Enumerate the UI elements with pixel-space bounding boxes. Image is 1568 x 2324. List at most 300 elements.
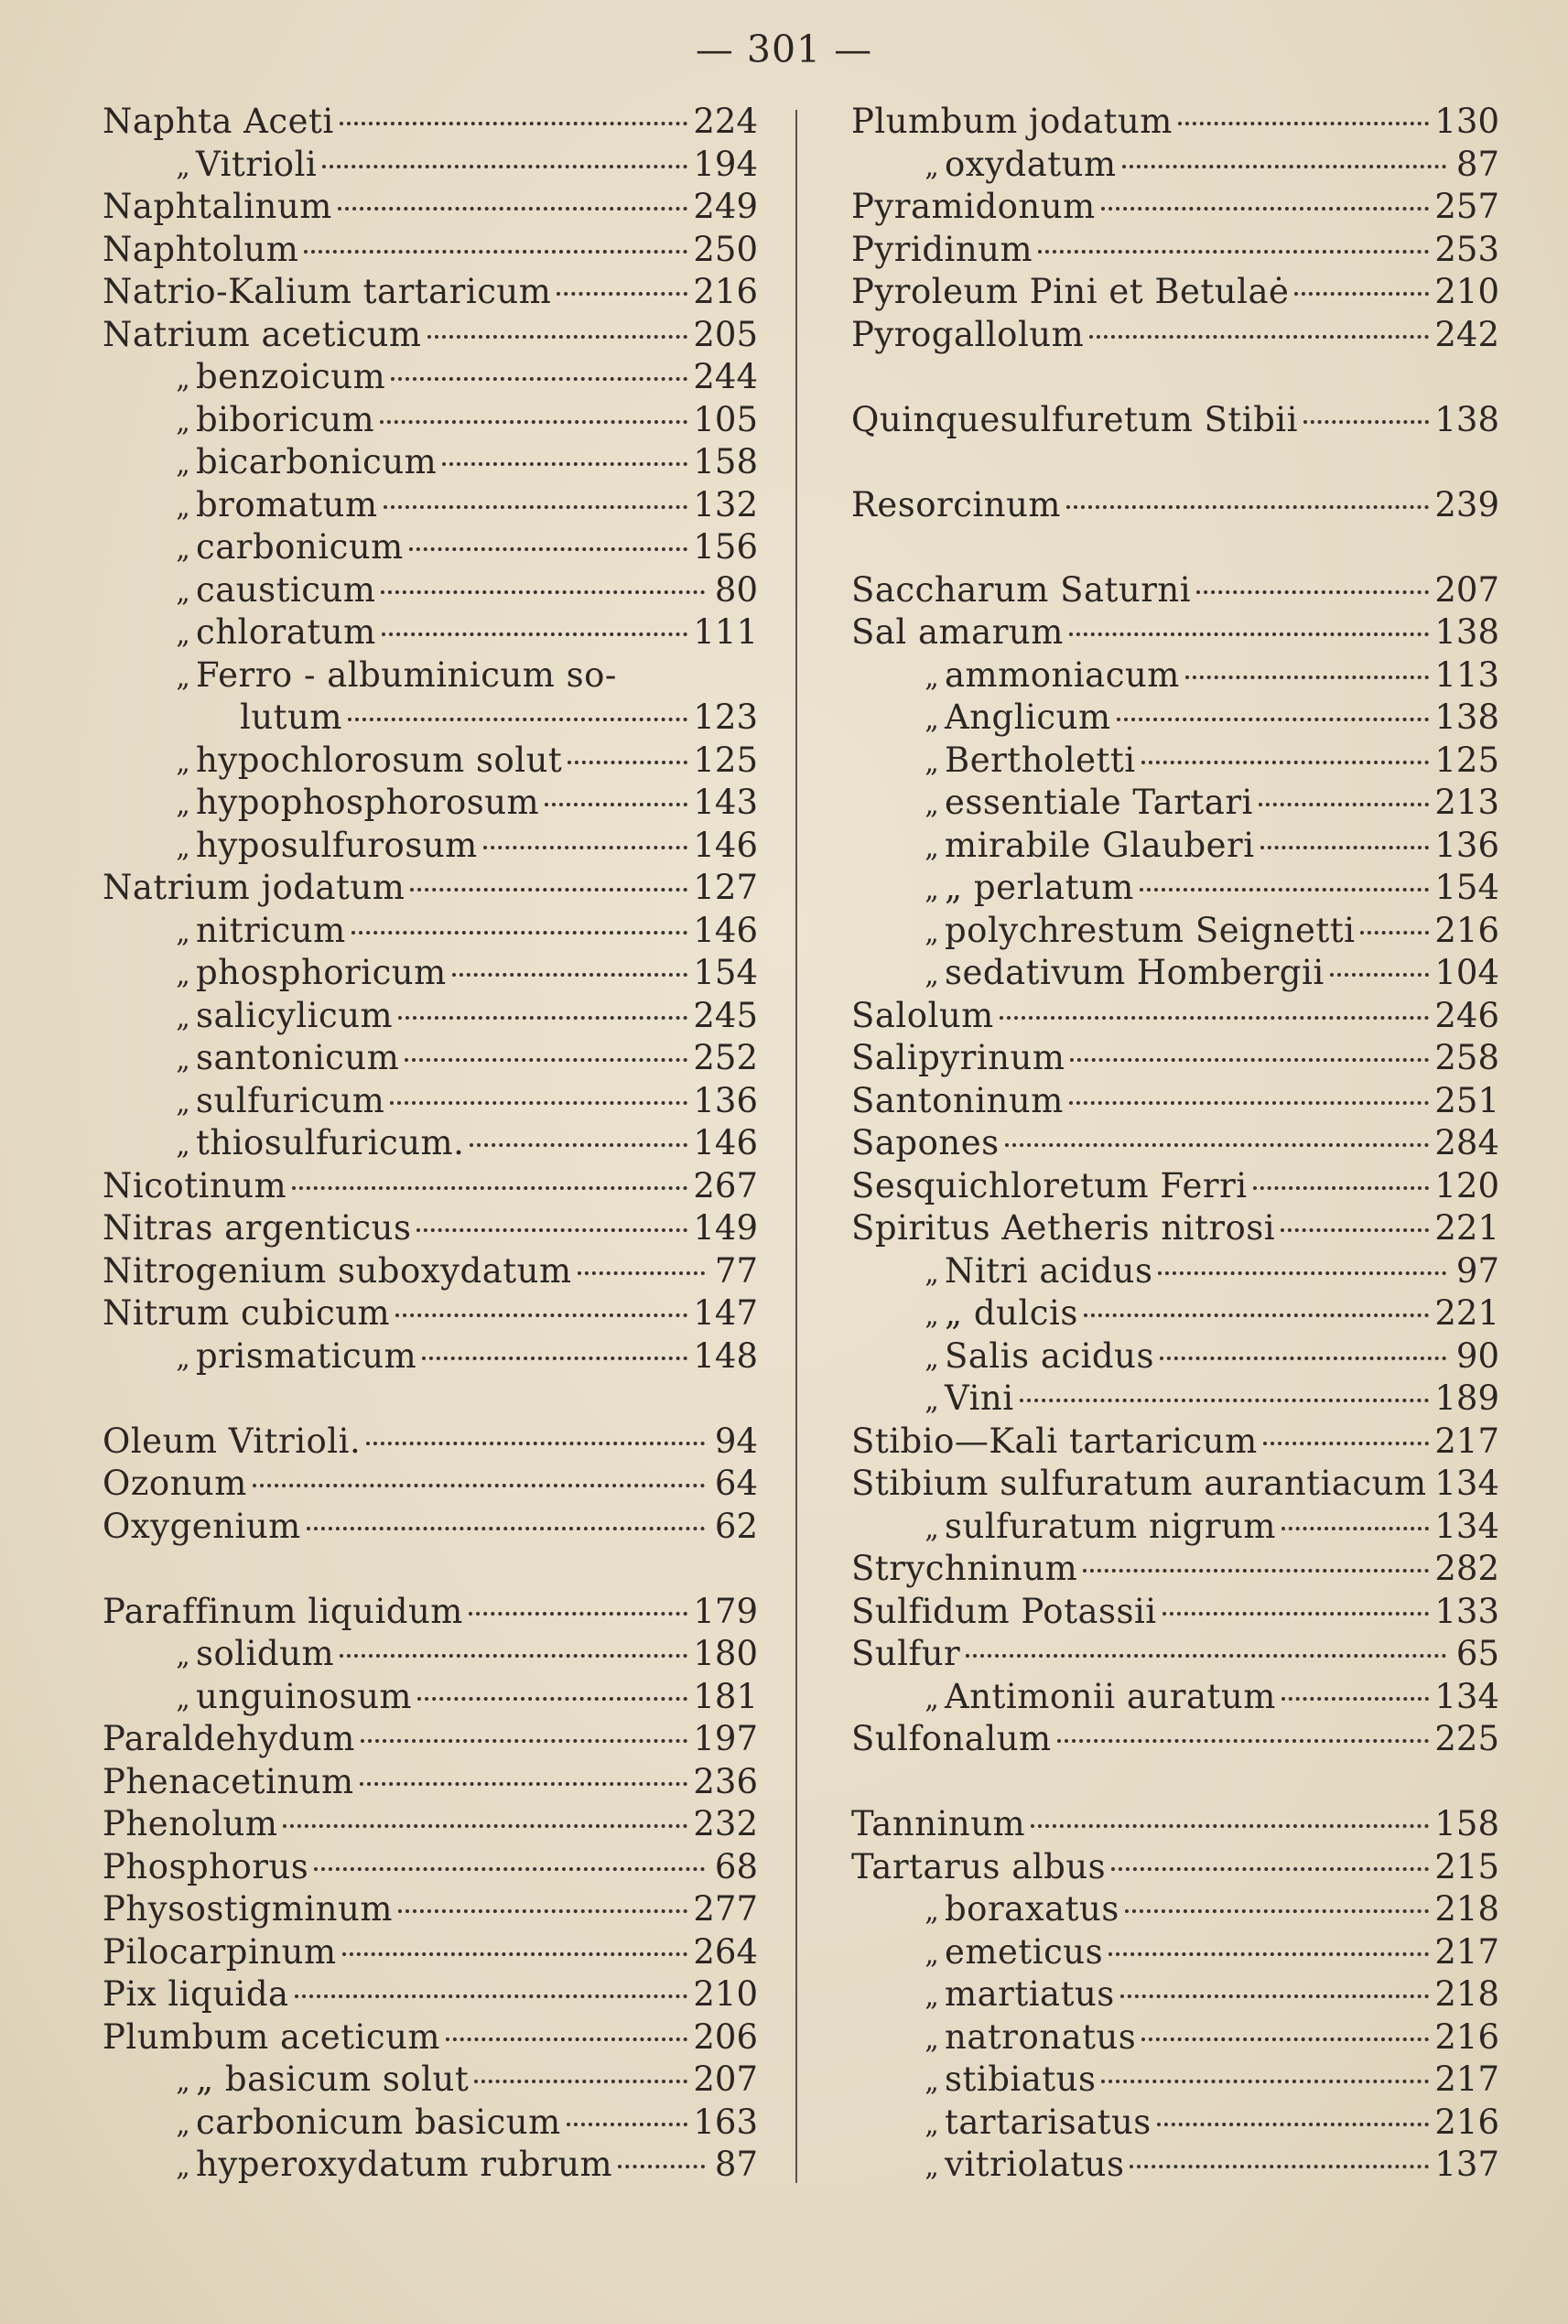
- index-entry: [851, 314, 1499, 357]
- page-reference: 148: [693, 1335, 758, 1376]
- entry-term: Nitri acidus: [945, 1250, 1153, 1291]
- dot-leader: [1162, 1611, 1430, 1616]
- dot-leader: [1108, 1951, 1429, 1956]
- ditto-mark: „: [925, 661, 939, 694]
- page-reference: 68: [714, 1846, 758, 1886]
- page-reference: 87: [1455, 144, 1499, 184]
- entry-term: Pilocarpinum: [103, 1931, 337, 1972]
- index-entry: [851, 484, 1499, 527]
- page-reference: 134: [1434, 1506, 1499, 1546]
- index-entry: [851, 867, 1499, 910]
- page-reference: 146: [693, 1123, 758, 1162]
- page-reference: 217: [1434, 1931, 1499, 1972]
- index-entry: [103, 740, 758, 783]
- dot-leader: [452, 972, 688, 977]
- entry-term: Tanninum: [851, 1804, 1026, 1843]
- dot-leader: [1066, 504, 1429, 509]
- dot-leader: [395, 1313, 687, 1317]
- entry-term: carbonicum basicum: [196, 2102, 561, 2142]
- entry-term: biboricum: [196, 399, 375, 439]
- dot-leader: [1101, 2079, 1429, 2083]
- index-entry: [851, 1165, 1499, 1208]
- entry-term: Pyridinum: [851, 229, 1033, 269]
- dot-leader: [1263, 1441, 1430, 1445]
- index-entry: [103, 1761, 758, 1804]
- dot-leader: [340, 1653, 687, 1658]
- entry-term: Salolum: [851, 995, 994, 1035]
- page-reference: 217: [1434, 2059, 1499, 2099]
- ditto-mark: „: [925, 1938, 939, 1971]
- entry-term: hypochlorosum solut: [196, 740, 563, 780]
- dot-leader: [1141, 2037, 1429, 2041]
- entry-term: carbonicum: [196, 527, 404, 567]
- page-reference: 125: [1434, 740, 1499, 780]
- dot-leader: [1158, 1270, 1446, 1275]
- dot-leader: [1031, 1823, 1429, 1828]
- index-entry: [103, 867, 758, 910]
- entry-term: Pyrogallolum: [851, 314, 1085, 354]
- ditto-mark: „: [925, 2066, 939, 2098]
- ditto-mark: „: [925, 2151, 939, 2183]
- index-entry: [851, 1931, 1499, 1974]
- index-entry: [103, 144, 758, 187]
- page-reference: 258: [1434, 1038, 1499, 1077]
- page-reference: 210: [693, 1974, 758, 2014]
- entry-term: sedativum Hombergii: [945, 953, 1325, 992]
- entry-term: Vitrioli: [196, 144, 318, 184]
- index-entry: [103, 441, 758, 484]
- dot-leader: [1120, 1994, 1430, 1998]
- dot-leader: [405, 1057, 687, 1062]
- page-reference: 146: [693, 910, 758, 950]
- dot-leader: [338, 206, 688, 211]
- entry-term: Sulfonalum: [851, 1719, 1052, 1758]
- entry-term: „ perlatum: [945, 868, 1134, 907]
- dot-leader: [1000, 1015, 1430, 1020]
- dot-leader: [391, 376, 687, 381]
- index-entry: [851, 697, 1499, 740]
- entry-term: Naphtalinum: [103, 187, 332, 226]
- dot-leader: [618, 2164, 705, 2168]
- entry-term: Paraldehydum: [103, 1719, 355, 1758]
- index-entry: [103, 1335, 758, 1378]
- entry-term: Physostigminum: [103, 1889, 393, 1929]
- page-reference: 218: [1434, 1974, 1499, 2014]
- ditto-mark: „: [925, 2023, 939, 2056]
- entry-term: Stibium sulfuratum aurantiacum: [851, 1464, 1427, 1503]
- index-entry: [851, 1080, 1499, 1123]
- index-entry: [851, 2144, 1499, 2187]
- dot-leader: [1117, 717, 1430, 721]
- dot-leader: [1294, 291, 1429, 296]
- page-reference: 284: [1434, 1123, 1499, 1162]
- page-reference: 87: [714, 2145, 758, 2184]
- entry-term: Phosphorus: [103, 1846, 309, 1886]
- index-entry: [103, 782, 758, 825]
- index-entry: [851, 995, 1499, 1038]
- ditto-mark: „: [925, 150, 939, 183]
- dot-leader: [1360, 930, 1429, 935]
- page-reference: 77: [714, 1250, 758, 1291]
- page-reference: 236: [693, 1761, 758, 1801]
- entry-term: bicarbonicum: [196, 442, 438, 481]
- entry-term: Natrio-Kalium tartaricum: [103, 272, 552, 311]
- dot-leader: [366, 1441, 705, 1445]
- page-reference: 245: [693, 995, 758, 1035]
- dot-leader: [348, 717, 687, 721]
- ditto-mark: „: [925, 2108, 939, 2141]
- page-reference: 62: [714, 1506, 758, 1546]
- dot-leader: [307, 1526, 705, 1530]
- index-entry: [103, 995, 758, 1038]
- index-entry: [103, 101, 758, 144]
- entry-term: thiosulfuricum.: [196, 1123, 465, 1162]
- ditto-mark: „: [176, 1342, 190, 1375]
- dot-leader: [1196, 589, 1429, 594]
- entry-term: Sal amarum: [851, 612, 1064, 652]
- page-reference: 244: [693, 357, 758, 396]
- entry-term: Antimonii auratum: [945, 1676, 1276, 1716]
- entry-term: unguinosum: [196, 1676, 413, 1716]
- index-entry: [103, 2016, 758, 2059]
- entry-term: Spiritus Aetheris nitrosi: [851, 1208, 1276, 1248]
- ditto-mark: „: [176, 1001, 190, 1034]
- page-reference: 134: [1434, 1464, 1499, 1503]
- index-entry: [103, 1846, 758, 1889]
- index-entry: [103, 1463, 758, 1506]
- page-reference: 111: [693, 612, 758, 652]
- ditto-mark: „: [176, 916, 190, 949]
- dot-leader: [1038, 249, 1429, 254]
- page-reference: 267: [693, 1165, 758, 1205]
- page-reference: 104: [1434, 953, 1499, 992]
- index-entry: [103, 1633, 758, 1676]
- ditto-mark: „: [176, 2108, 190, 2141]
- page-reference: 264: [693, 1931, 758, 1972]
- entry-term: Naphta Aceti: [103, 102, 334, 141]
- dot-leader: [360, 1781, 688, 1786]
- entry-term: tartarisatus: [945, 2102, 1152, 2142]
- index-entry: [103, 2059, 758, 2102]
- entry-term: nitricum: [196, 910, 346, 950]
- dot-leader: [283, 1823, 687, 1828]
- page-reference: 216: [1434, 2102, 1499, 2142]
- index-entry: [103, 271, 758, 314]
- entry-term: Salipyrinum: [851, 1038, 1065, 1077]
- page-reference: 194: [693, 144, 758, 184]
- dot-leader: [1005, 1142, 1430, 1147]
- entry-term: vitriolatus: [945, 2145, 1125, 2184]
- entry-term: natronatus: [945, 2016, 1137, 2057]
- index-entry: [851, 2016, 1499, 2059]
- dot-leader: [1185, 675, 1430, 679]
- dot-leader: [1057, 1738, 1430, 1743]
- dot-leader: [409, 546, 688, 551]
- entry-term: lutum: [240, 697, 342, 737]
- dot-leader: [1259, 802, 1430, 806]
- index-entry: [103, 186, 758, 229]
- ditto-mark: „: [176, 2151, 190, 2183]
- ditto-mark: „: [925, 1385, 939, 1417]
- index-entry: [851, 1676, 1499, 1719]
- page-reference: 180: [693, 1634, 758, 1673]
- index-entry: [851, 2102, 1499, 2145]
- index-entry: [851, 1207, 1499, 1250]
- entry-term: Vini: [945, 1378, 1014, 1418]
- dot-leader: [446, 2037, 687, 2041]
- index-entry: [103, 229, 758, 272]
- dot-leader: [1069, 1100, 1430, 1105]
- index-entry: [103, 399, 758, 442]
- entry-term: salicylicum: [196, 995, 394, 1035]
- index-entry: [851, 1463, 1499, 1506]
- page-reference: 246: [1434, 995, 1499, 1035]
- dot-leader: [1178, 121, 1430, 125]
- index-entry: [103, 952, 758, 995]
- entry-term: „ basicum solut: [196, 2059, 470, 2099]
- ditto-mark: „: [925, 1896, 939, 1928]
- entry-term: Stibio—Kali tartaricum: [851, 1421, 1258, 1461]
- ditto-mark: „: [925, 831, 939, 864]
- ditto-mark: „: [176, 1086, 190, 1119]
- ditto-mark: „: [925, 1981, 939, 2013]
- ditto-mark: „: [925, 1300, 939, 1332]
- index-entry: [851, 1421, 1499, 1464]
- index-entry: [103, 1888, 758, 1931]
- page-reference: 239: [1434, 484, 1499, 524]
- ditto-mark: „: [176, 661, 190, 694]
- dot-leader: [382, 632, 688, 636]
- dot-leader: [1111, 1866, 1429, 1871]
- page-reference: 113: [1434, 654, 1499, 695]
- page-reference: 154: [693, 953, 758, 992]
- dot-leader: [1130, 2164, 1429, 2168]
- page-reference: 133: [1434, 1591, 1499, 1631]
- entry-term: Strychninum: [851, 1549, 1078, 1588]
- dot-leader: [410, 887, 687, 892]
- entry-term: hypophosphorosum: [196, 783, 540, 822]
- page-reference: 232: [693, 1804, 758, 1843]
- dot-leader: [1125, 1908, 1430, 1913]
- entry-term: Pix liquida: [103, 1974, 289, 2014]
- dot-leader: [361, 1738, 688, 1743]
- dot-leader: [557, 291, 687, 296]
- dot-leader: [1253, 1185, 1430, 1190]
- entry-term: Sapones: [851, 1123, 1000, 1162]
- page-reference: 252: [693, 1038, 758, 1077]
- index-entry: [851, 1506, 1499, 1549]
- dot-leader: [1070, 1057, 1429, 1062]
- entry-term: Anglicum: [945, 697, 1111, 737]
- page-reference: 138: [1434, 697, 1499, 737]
- ditto-mark: „: [925, 959, 939, 991]
- index-column-left: [103, 101, 758, 2187]
- ditto-mark: „: [176, 831, 190, 864]
- page-reference: 90: [1455, 1335, 1499, 1376]
- dot-leader: [381, 589, 705, 594]
- dot-leader: [390, 1100, 687, 1105]
- page-reference: 205: [693, 314, 758, 354]
- index-entry: [103, 1165, 758, 1208]
- entry-term: Resorcinum: [851, 484, 1062, 524]
- dot-leader: [342, 1951, 688, 1956]
- dot-leader: [295, 1994, 688, 1998]
- page-reference: 127: [693, 868, 758, 907]
- dot-leader: [1069, 632, 1430, 636]
- dot-leader: [578, 1270, 705, 1275]
- page-reference: 197: [693, 1719, 758, 1758]
- page-reference: 210: [1434, 272, 1499, 311]
- page-reference: 282: [1434, 1549, 1499, 1588]
- dot-leader: [416, 1227, 687, 1232]
- dot-leader: [545, 802, 687, 806]
- index-entry: [103, 2144, 758, 2187]
- page-reference: 181: [693, 1676, 758, 1716]
- entry-term: essentiale Tartari: [945, 783, 1253, 822]
- page-reference: 216: [1434, 2016, 1499, 2057]
- page-reference: 179: [693, 1591, 758, 1631]
- page-reference: 94: [714, 1421, 758, 1461]
- index-entry: [103, 1122, 758, 1165]
- entry-term: Tartarus albus: [851, 1846, 1107, 1886]
- ditto-mark: „: [176, 1130, 190, 1162]
- index-entry: [103, 1250, 758, 1293]
- page-reference: 213: [1434, 783, 1499, 822]
- page-reference: 215: [1434, 1846, 1499, 1886]
- dot-leader: [427, 334, 688, 339]
- index-entry: [103, 526, 758, 569]
- page-reference: 277: [693, 1889, 758, 1929]
- index-entry: [851, 1250, 1499, 1293]
- page-reference: 134: [1434, 1676, 1499, 1716]
- index-entry: [103, 697, 758, 740]
- page-reference: 206: [693, 2016, 758, 2057]
- ditto-mark: „: [176, 449, 190, 481]
- entry-term: Bertholetti: [945, 740, 1136, 780]
- column-divider: [795, 110, 797, 2183]
- entry-term: Paraffinum liquidum: [103, 1591, 463, 1631]
- ditto-mark: „: [176, 1044, 190, 1076]
- entry-term: Sesquichloretum Ferri: [851, 1165, 1248, 1205]
- page-reference: 251: [1434, 1080, 1499, 1120]
- index-entry: [103, 1421, 758, 1464]
- index-entry: [851, 271, 1499, 314]
- entry-term: chloratum: [196, 612, 376, 652]
- dot-leader: [398, 1908, 687, 1913]
- index-entry: [851, 1846, 1499, 1889]
- entry-term: sulfuratum nigrum: [945, 1506, 1276, 1546]
- entry-term: Ferro - albuminicum so-: [196, 654, 617, 695]
- dot-leader: [469, 1611, 687, 1616]
- page-reference: 207: [693, 2059, 758, 2099]
- ditto-mark: „: [176, 959, 190, 991]
- entry-term: Plumbum aceticum: [103, 2016, 441, 2057]
- index-entry: [851, 1591, 1499, 1634]
- entry-term: Santoninum: [851, 1080, 1064, 1120]
- entry-term: polychrestum Seignetti: [945, 910, 1356, 950]
- page-reference: 132: [693, 484, 758, 524]
- dot-leader: [1281, 1526, 1429, 1530]
- entry-term: Pyramidonum: [851, 187, 1096, 226]
- page-reference: 216: [1434, 910, 1499, 950]
- dot-leader: [1140, 887, 1430, 892]
- index-entry: [103, 1931, 758, 1974]
- index-entry: [851, 1973, 1499, 2016]
- entry-term: causticum: [196, 569, 376, 610]
- index-entry: [851, 825, 1499, 868]
- page-reference: 154: [1434, 868, 1499, 907]
- index-entry: [103, 484, 758, 527]
- entry-term: Naphtolum: [103, 229, 299, 269]
- page-reference: 221: [1434, 1208, 1499, 1248]
- page-reference: 138: [1434, 612, 1499, 652]
- index-entry: [103, 654, 758, 697]
- dot-leader: [1084, 1313, 1430, 1317]
- page-reference: 156: [693, 527, 758, 567]
- index-entry: [103, 1506, 758, 1549]
- ditto-mark: „: [176, 1682, 190, 1715]
- entry-term: stibiatus: [945, 2059, 1097, 2099]
- entry-term: bromatum: [196, 484, 378, 524]
- index-entry: [851, 1888, 1499, 1931]
- entry-term: Nitras argenticus: [103, 1208, 412, 1248]
- index-entry: [851, 1037, 1499, 1080]
- entry-term: Oxygenium: [103, 1506, 301, 1546]
- index-entry: [103, 1973, 758, 2016]
- entry-term: hyperoxydatum rubrum: [196, 2145, 613, 2184]
- dot-leader: [1101, 206, 1430, 211]
- entry-term: „ dulcis: [945, 1293, 1078, 1333]
- index-entry: [851, 1292, 1499, 1335]
- index-entry: [103, 1803, 758, 1846]
- page-reference: 149: [693, 1208, 758, 1248]
- ditto-mark: „: [176, 2066, 190, 2098]
- ditto-mark: „: [925, 1512, 939, 1545]
- entry-term: Nitrogenium suboxydatum: [103, 1250, 572, 1291]
- entry-term: Quinquesulfuretum Stibii: [851, 399, 1298, 439]
- index-entry: [851, 910, 1499, 953]
- ditto-mark: „: [176, 746, 190, 779]
- entry-term: Natrium aceticum: [103, 314, 422, 354]
- page-reference: 97: [1455, 1250, 1499, 1291]
- index-entry: [103, 1676, 758, 1719]
- ditto-mark: „: [176, 576, 190, 609]
- index-entry: [103, 1292, 758, 1335]
- dot-leader: [1089, 334, 1429, 339]
- entry-term: sulfuricum: [196, 1080, 385, 1120]
- index-entry: [103, 1207, 758, 1250]
- dot-leader: [1141, 760, 1430, 764]
- page-reference: 242: [1434, 314, 1499, 354]
- index-column-right: [851, 101, 1499, 2187]
- page-reference: 257: [1434, 187, 1499, 226]
- page-reference: 158: [693, 442, 758, 481]
- index-entry: [103, 611, 758, 654]
- entry-term: boraxatus: [945, 1889, 1119, 1929]
- page-reference: 125: [693, 740, 758, 780]
- ditto-mark: „: [176, 491, 190, 524]
- entry-term: benzoicum: [196, 357, 386, 396]
- page-reference: 221: [1434, 1293, 1499, 1333]
- entry-term: Phenolum: [103, 1804, 278, 1843]
- ditto-mark: „: [176, 363, 190, 395]
- index-entry: [851, 399, 1499, 442]
- index-entry: [103, 910, 758, 953]
- index-entry: [851, 2059, 1499, 2102]
- ditto-mark: „: [176, 405, 190, 438]
- page-reference: 130: [1434, 102, 1499, 141]
- entry-term: prismaticum: [196, 1335, 417, 1376]
